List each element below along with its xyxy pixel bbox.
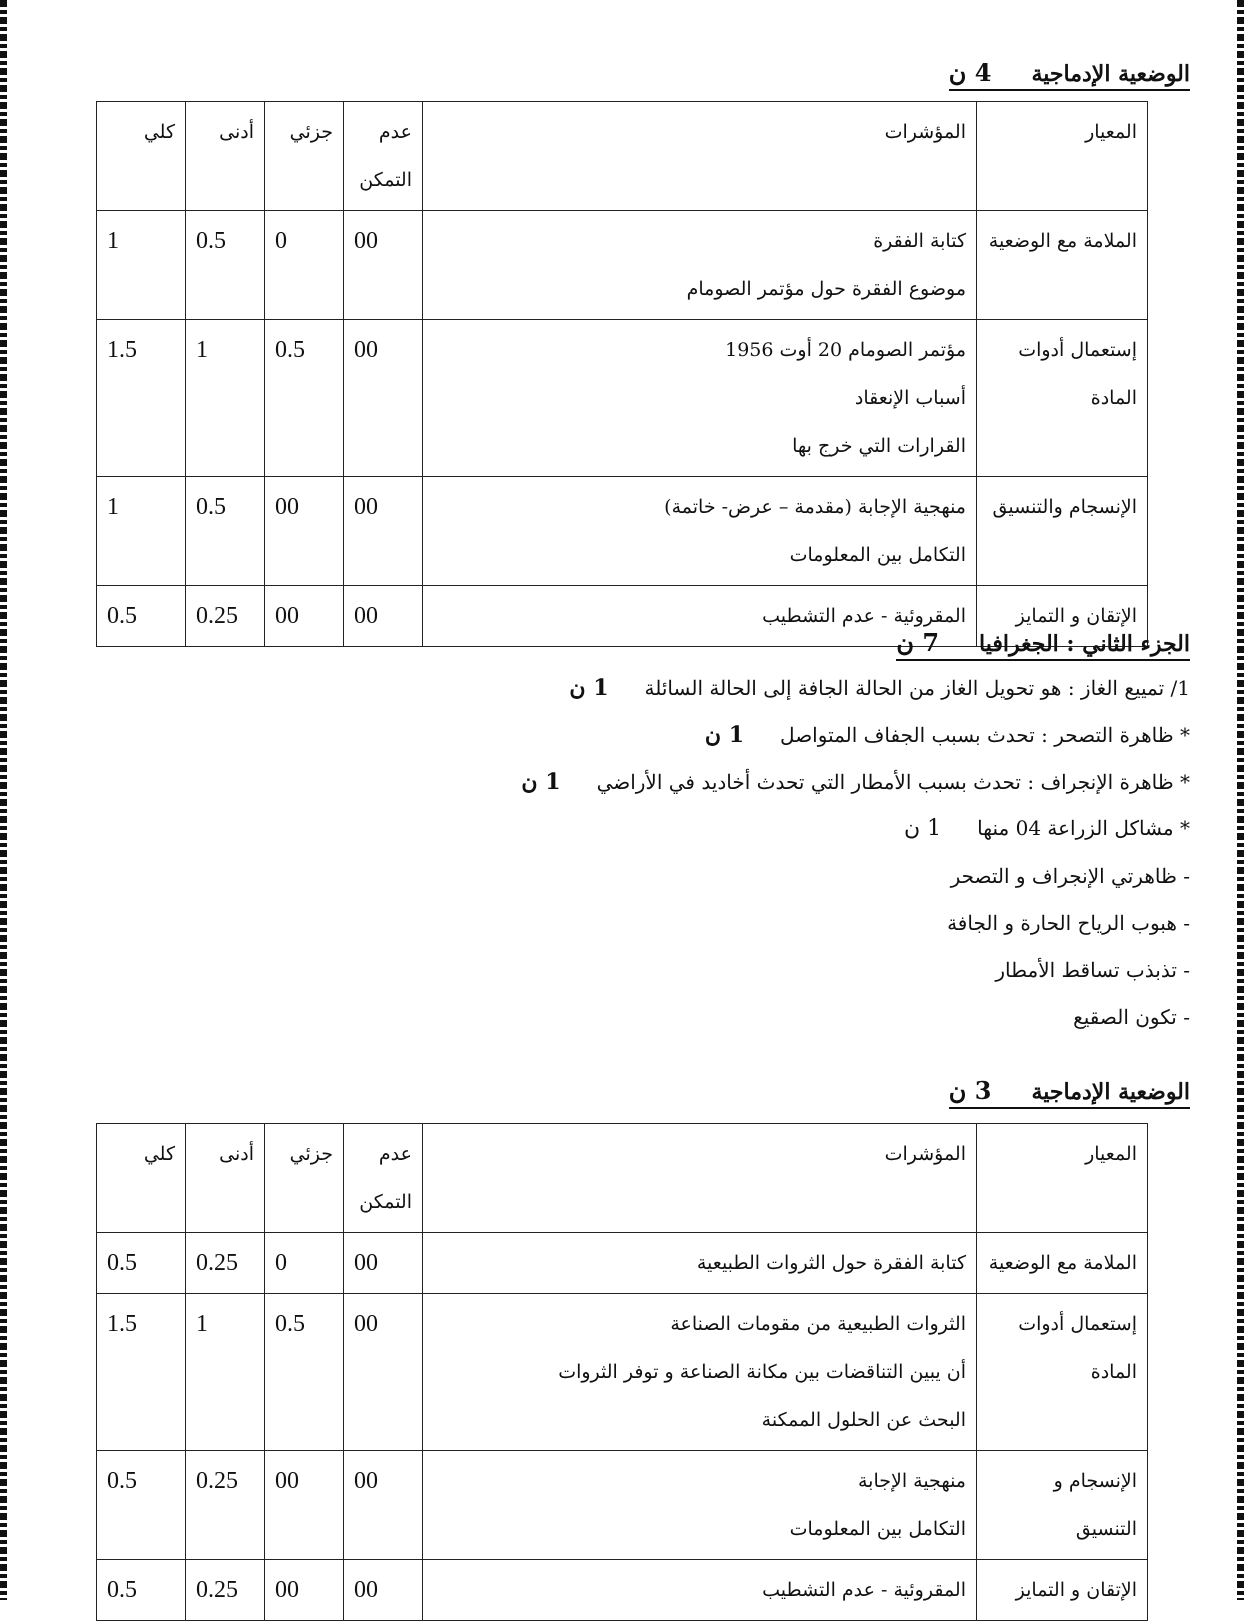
answer-text: 1/ تمييع الغاز : هو تحويل الغاز من الحالة الجافة إلى الحالة السائلة	[644, 676, 1190, 700]
score-no-mastery: 00	[344, 1451, 423, 1560]
score-full: 1.5	[97, 1294, 186, 1451]
header-full: كلي	[97, 102, 186, 211]
header-no-mastery: عدم التمكن	[344, 1124, 423, 1233]
indicator-line: التكامل بين المعلومات	[789, 544, 966, 566]
answer-line	[947, 911, 1190, 935]
score-full: 1	[97, 211, 186, 320]
indicator-line: كتابة الفقرة حول الثروات الطبيعية	[696, 1252, 966, 1274]
score-no-mastery: 00	[344, 1233, 423, 1294]
indicator-line: المقروئية - عدم التشطيب	[762, 605, 966, 627]
answer-text: - ظاهرتي الإنجراف و التصحر	[950, 864, 1190, 888]
answer-text: * ظاهرة الإنجراف : تحدث بسبب الأمطار التي تحدث أخاديد في الأراضي	[596, 770, 1190, 794]
indicator-line: البحث عن الحلول الممكنة	[761, 1409, 966, 1431]
table-row	[97, 1560, 1148, 1621]
part2-heading: الجزء الثاني : الجغرافيا7 ن	[896, 628, 1190, 661]
score-minimum: 1	[186, 320, 265, 477]
score-full: 0.5	[97, 1233, 186, 1294]
table-header-row	[97, 1124, 1148, 1233]
section2-heading: الوضعية الإدماجية3 ن	[949, 1076, 1190, 1109]
score-minimum: 0.25	[186, 1560, 265, 1621]
score-no-mastery: 00	[344, 211, 423, 320]
table-row	[97, 1451, 1148, 1560]
score-minimum: 0.5	[186, 477, 265, 586]
header-criterion: المعيار	[977, 102, 1148, 211]
answer-line	[995, 958, 1190, 982]
table-row	[97, 211, 1148, 320]
table-row	[97, 320, 1148, 477]
header-partial: جزئي	[265, 102, 344, 211]
answer-text: * مشاكل الزراعة 04 منها	[977, 816, 1190, 840]
score-minimum: 0.25	[186, 1451, 265, 1560]
indicator-line: منهجية الإجابة (مقدمة – عرض- خاتمة)	[664, 496, 966, 518]
indicator-line: منهجية الإجابة	[857, 1470, 966, 1492]
indicator-line: القرارات التي خرج بها	[792, 435, 966, 457]
answer-text: - تكون الصقيع	[1073, 1005, 1190, 1029]
criterion-cell: الملامة مع الوضعية	[977, 211, 1148, 320]
answer-line	[569, 675, 1190, 701]
score-no-mastery: 00	[344, 320, 423, 477]
header-partial: جزئي	[265, 1124, 344, 1233]
criterion-cell: الإتقان و التمايز	[977, 1560, 1148, 1621]
criterion-cell: الملامة مع الوضعية	[977, 1233, 1148, 1294]
table-row	[97, 1294, 1148, 1451]
answer-line	[1073, 1005, 1190, 1029]
indicator-line: الثروات الطبيعية من مقومات الصناعة	[670, 1313, 966, 1335]
criterion-cell: الإنسجام و التنسيق	[977, 1451, 1148, 1560]
indicators-cell	[423, 1233, 977, 1294]
indicator-line: مؤتمر الصومام 20 أوت 1956	[725, 339, 966, 361]
indicators-cell	[423, 477, 977, 586]
criterion-cell: إستعمال أدوات المادة	[977, 320, 1148, 477]
score-no-mastery: 00	[344, 1294, 423, 1451]
section1-table	[96, 101, 1148, 647]
score-partial: 00	[265, 477, 344, 586]
score-partial: 0.5	[265, 320, 344, 477]
answer-text: - هبوب الرياح الحارة و الجافة	[947, 911, 1190, 935]
section2-points: 3 ن	[948, 1076, 992, 1105]
part2-points: 7 ن	[896, 628, 940, 657]
section1-heading: الوضعية الإدماجية4 ن	[949, 58, 1190, 91]
indicator-line: موضوع الفقرة حول مؤتمر الصومام	[686, 278, 966, 300]
score-no-mastery: 00	[344, 586, 423, 647]
answer-points: 1 ن	[704, 722, 745, 748]
score-partial: 00	[265, 1451, 344, 1560]
score-partial: 00	[265, 1560, 344, 1621]
header-minimum: أدنى	[186, 1124, 265, 1233]
indicator-line: أسباب الإنعقاد	[854, 387, 966, 409]
score-full: 0.5	[97, 1560, 186, 1621]
score-partial: 0	[265, 1233, 344, 1294]
criterion-cell: الإنسجام والتنسيق	[977, 477, 1148, 586]
decorative-border-left	[0, 0, 7, 1600]
indicator-line: التكامل بين المعلومات	[789, 1518, 966, 1540]
answer-line	[705, 722, 1190, 748]
section2-table	[96, 1123, 1148, 1621]
header-full: كلي	[97, 1124, 186, 1233]
answer-points: 1 ن	[521, 769, 561, 795]
indicators-cell	[423, 1294, 977, 1451]
score-minimum: 0.25	[186, 1233, 265, 1294]
score-partial: 0	[265, 211, 344, 320]
answer-line	[521, 769, 1190, 795]
criterion-cell: الإتقان و التمايز	[977, 586, 1148, 647]
score-full: 0.5	[97, 1451, 186, 1560]
answer-points: 1 ن	[569, 675, 609, 701]
indicators-cell	[423, 211, 977, 320]
header-indicators: المؤشرات	[423, 102, 977, 211]
answer-text: * ظاهرة التصحر : تحدث بسبب الجفاف المتواصل	[780, 723, 1190, 747]
answer-points: 1 ن	[904, 816, 942, 841]
header-minimum: أدنى	[186, 102, 265, 211]
header-indicators: المؤشرات	[423, 1124, 977, 1233]
decorative-border-right	[1237, 0, 1244, 1600]
answer-line	[951, 864, 1190, 888]
indicators-cell	[423, 320, 977, 477]
score-minimum: 0.5	[186, 211, 265, 320]
indicators-cell	[423, 586, 977, 647]
indicator-line: أن يبين التناقضات بين مكانة الصناعة و توفر الثروات	[558, 1361, 966, 1383]
score-partial: 0.5	[265, 1294, 344, 1451]
indicators-cell	[423, 1560, 977, 1621]
indicator-line: كتابة الفقرة	[873, 230, 966, 252]
table-header-row	[97, 102, 1148, 211]
score-minimum: 0.25	[186, 586, 265, 647]
indicators-cell	[423, 1451, 977, 1560]
answer-text: - تذبذب تساقط الأمطار	[995, 958, 1190, 982]
score-full: 0.5	[97, 586, 186, 647]
score-no-mastery: 00	[344, 477, 423, 586]
score-full: 1.5	[97, 320, 186, 477]
header-criterion: المعيار	[977, 1124, 1148, 1233]
answer-line	[904, 816, 1190, 841]
score-partial: 00	[265, 586, 344, 647]
table-row	[97, 1233, 1148, 1294]
score-full: 1	[97, 477, 186, 586]
criterion-cell: إستعمال أدوات المادة	[977, 1294, 1148, 1451]
table-row	[97, 477, 1148, 586]
section1-points: 4 ن	[948, 58, 992, 87]
indicator-line: المقروئية - عدم التشطيب	[762, 1579, 966, 1601]
score-no-mastery: 00	[344, 1560, 423, 1621]
score-minimum: 1	[186, 1294, 265, 1451]
header-no-mastery: عدم التمكن	[344, 102, 423, 211]
